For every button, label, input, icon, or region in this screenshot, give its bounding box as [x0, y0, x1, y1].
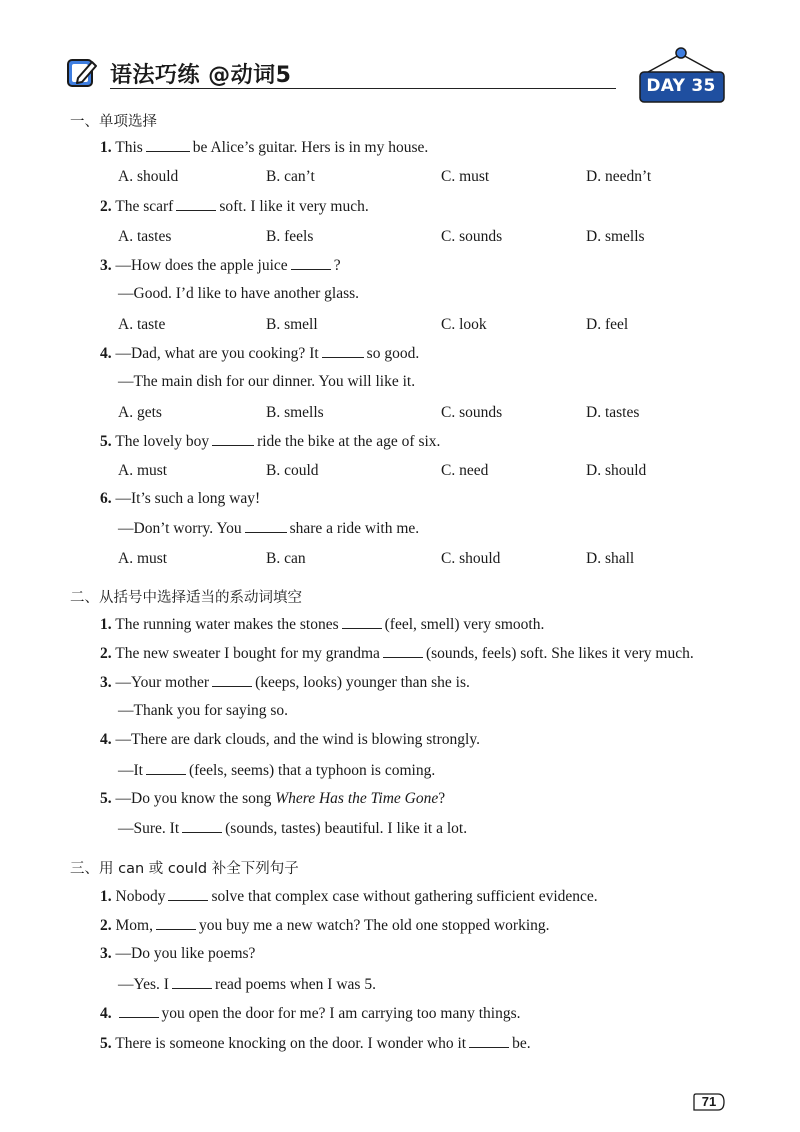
question-number: 2. — [100, 917, 112, 934]
question-stem — [100, 732, 480, 748]
option-a[interactable]: A. should — [118, 168, 179, 185]
day-badge — [638, 46, 728, 108]
question-stem — [100, 198, 369, 215]
question-number: 3. — [100, 257, 112, 274]
page-header — [66, 46, 726, 106]
question-number: 4. — [100, 1005, 112, 1022]
question-stem — [100, 946, 255, 962]
option-a[interactable]: A. taste — [118, 316, 166, 333]
question-stem — [100, 139, 428, 156]
stem-text: —Do you like poems? — [115, 945, 256, 962]
stem-text: —Your mother — [115, 674, 210, 691]
question-number: 5. — [100, 790, 112, 807]
stem-text: —How does the apple juice — [115, 257, 288, 274]
dialogue-line — [118, 762, 435, 779]
stem-text: —It’s such a long way! — [115, 490, 261, 507]
question-stem — [100, 1035, 531, 1052]
answer-blank[interactable] — [212, 674, 252, 687]
stem-text: share a ride with me. — [289, 520, 420, 537]
page-title: 语法巧练 @动词5 — [110, 63, 292, 88]
answer-blank[interactable] — [146, 762, 186, 775]
option-c[interactable]: C. need — [441, 462, 489, 479]
section-heading: 一、单项选择 — [70, 114, 157, 130]
stem-text: —Do you know the song — [115, 790, 272, 807]
answer-blank[interactable] — [146, 139, 190, 152]
answer-blank[interactable] — [168, 888, 208, 901]
dialogue-line — [118, 820, 467, 837]
stem-text: ride the bike at the age of six. — [257, 433, 441, 450]
stem-text: ? — [438, 790, 446, 807]
option-b[interactable]: B. could — [266, 462, 319, 479]
answer-blank[interactable] — [172, 976, 212, 989]
question-number: 5. — [100, 1035, 112, 1052]
answer-blank[interactable] — [182, 820, 222, 833]
page-number — [692, 1092, 726, 1112]
option-b[interactable]: B. smell — [266, 316, 318, 333]
stem-text: —Sure. It — [118, 820, 180, 837]
stem-text: Mom, — [115, 917, 153, 934]
stem-text: —Yes. I — [118, 976, 169, 993]
question-stem — [100, 345, 419, 362]
question-number: 6. — [100, 490, 112, 507]
stem-text: solve that complex case without gathering sufficient evidence. — [211, 888, 598, 905]
dialogue-line — [118, 520, 419, 537]
question-number: 1. — [100, 139, 112, 156]
option-a[interactable]: A. tastes — [118, 228, 172, 245]
question-number: 1. — [100, 616, 112, 633]
option-b[interactable]: B. can — [266, 550, 306, 567]
dialogue-line — [118, 976, 376, 993]
option-a[interactable]: A. gets — [118, 404, 162, 421]
option-d[interactable]: D. shall — [586, 550, 635, 567]
stem-text: (sounds, feels) soft. She likes it very much. — [425, 645, 694, 662]
stem-text: ? — [333, 257, 341, 274]
stem-text: Nobody — [115, 888, 166, 905]
question-number: 2. — [100, 198, 112, 215]
question-number: 3. — [100, 674, 112, 691]
question-number: 2. — [100, 645, 112, 662]
dialogue-line: —The main dish for our dinner. You will like it. — [118, 373, 416, 390]
answer-blank[interactable] — [469, 1035, 509, 1048]
dialogue-line: —Thank you for saying so. — [118, 702, 289, 719]
stem-text: you open the door for me? I am carrying too many things. — [161, 1005, 521, 1022]
question-stem — [100, 645, 694, 662]
option-b[interactable]: B. smells — [266, 404, 324, 421]
pencil-note-icon — [66, 56, 98, 88]
answer-blank[interactable] — [245, 520, 287, 533]
stem-text: you buy me a new watch? The old one stopped working. — [198, 917, 550, 934]
option-c[interactable]: C. sounds — [441, 228, 503, 245]
answer-blank[interactable] — [119, 1005, 159, 1018]
stem-text: —There are dark clouds, and the wind is blowing strongly. — [115, 731, 480, 748]
option-a[interactable]: A. must — [118, 462, 168, 479]
option-d[interactable]: D. tastes — [586, 404, 640, 421]
stem-text: There is someone knocking on the door. I wonder who it — [115, 1035, 467, 1052]
stem-text: The scarf — [115, 198, 174, 215]
stem-text: —It — [118, 762, 143, 779]
stem-text: be Alice’s guitar. Hers is in my house. — [192, 139, 429, 156]
answer-blank[interactable] — [322, 345, 364, 358]
option-d[interactable]: D. feel — [586, 316, 629, 333]
question-stem — [100, 791, 445, 807]
stem-text: (feel, smell) very smooth. — [384, 616, 545, 633]
stem-text: read poems when I was 5. — [214, 976, 376, 993]
dialogue-line: —Good. I’d like to have another glass. — [118, 285, 360, 302]
answer-blank[interactable] — [156, 917, 196, 930]
stem-text: —Don’t worry. You — [118, 520, 242, 537]
question-number: 4. — [100, 731, 112, 748]
stem-text: so good. — [366, 345, 420, 362]
stem-text: —Dad, what are you cooking? It — [115, 345, 319, 362]
stem-text: soft. I like it very much. — [219, 198, 369, 215]
option-b[interactable]: B. feels — [266, 228, 314, 245]
answer-blank[interactable] — [212, 433, 254, 446]
day-label: DAY 35 — [646, 76, 716, 96]
answer-blank[interactable] — [383, 645, 423, 658]
stem-text: (sounds, tastes) beautiful. I like it a lot. — [225, 820, 468, 837]
question-number: 4. — [100, 345, 112, 362]
question-stem — [100, 1005, 521, 1022]
question-stem — [100, 491, 260, 507]
section-heading: 二、从括号中选择适当的系动词填空 — [70, 590, 302, 606]
question-stem — [100, 433, 440, 450]
question-number: 5. — [100, 433, 112, 450]
option-c[interactable]: C. look — [441, 316, 487, 333]
question-number: 1. — [100, 888, 112, 905]
page-number-text: 71 — [701, 1094, 717, 1109]
section-heading: 三、用 can 或 could 补全下列句子 — [70, 861, 299, 877]
answer-blank[interactable] — [291, 257, 331, 270]
question-stem — [100, 257, 341, 274]
stem-text: (keeps, looks) younger than she is. — [255, 674, 470, 691]
stem-text: The lovely boy — [115, 433, 210, 450]
option-d[interactable]: D. smells — [586, 228, 645, 245]
stem-text: (feels, seems) that a typhoon is coming. — [188, 762, 436, 779]
answer-blank[interactable] — [342, 616, 382, 629]
question-stem — [100, 674, 470, 691]
question-stem — [100, 917, 550, 934]
stem-text: The new sweater I bought for my grandma — [115, 645, 380, 662]
option-d[interactable]: D. should — [586, 462, 647, 479]
question-stem — [100, 616, 544, 633]
stem-text: The running water makes the stones — [115, 616, 339, 633]
title-underline — [110, 88, 616, 89]
answer-blank[interactable] — [176, 198, 216, 211]
option-c[interactable]: C. must — [441, 168, 490, 185]
song-title: Where Has the Time Gone — [275, 790, 439, 807]
option-c[interactable]: C. should — [441, 550, 501, 567]
question-number: 3. — [100, 945, 112, 962]
option-d[interactable]: D. needn’t — [586, 168, 652, 185]
option-b[interactable]: B. can’t — [266, 168, 315, 185]
option-c[interactable]: C. sounds — [441, 404, 503, 421]
question-stem — [100, 888, 598, 905]
stem-text: This — [115, 139, 143, 156]
stem-text: be. — [512, 1035, 531, 1052]
option-a[interactable]: A. must — [118, 550, 168, 567]
